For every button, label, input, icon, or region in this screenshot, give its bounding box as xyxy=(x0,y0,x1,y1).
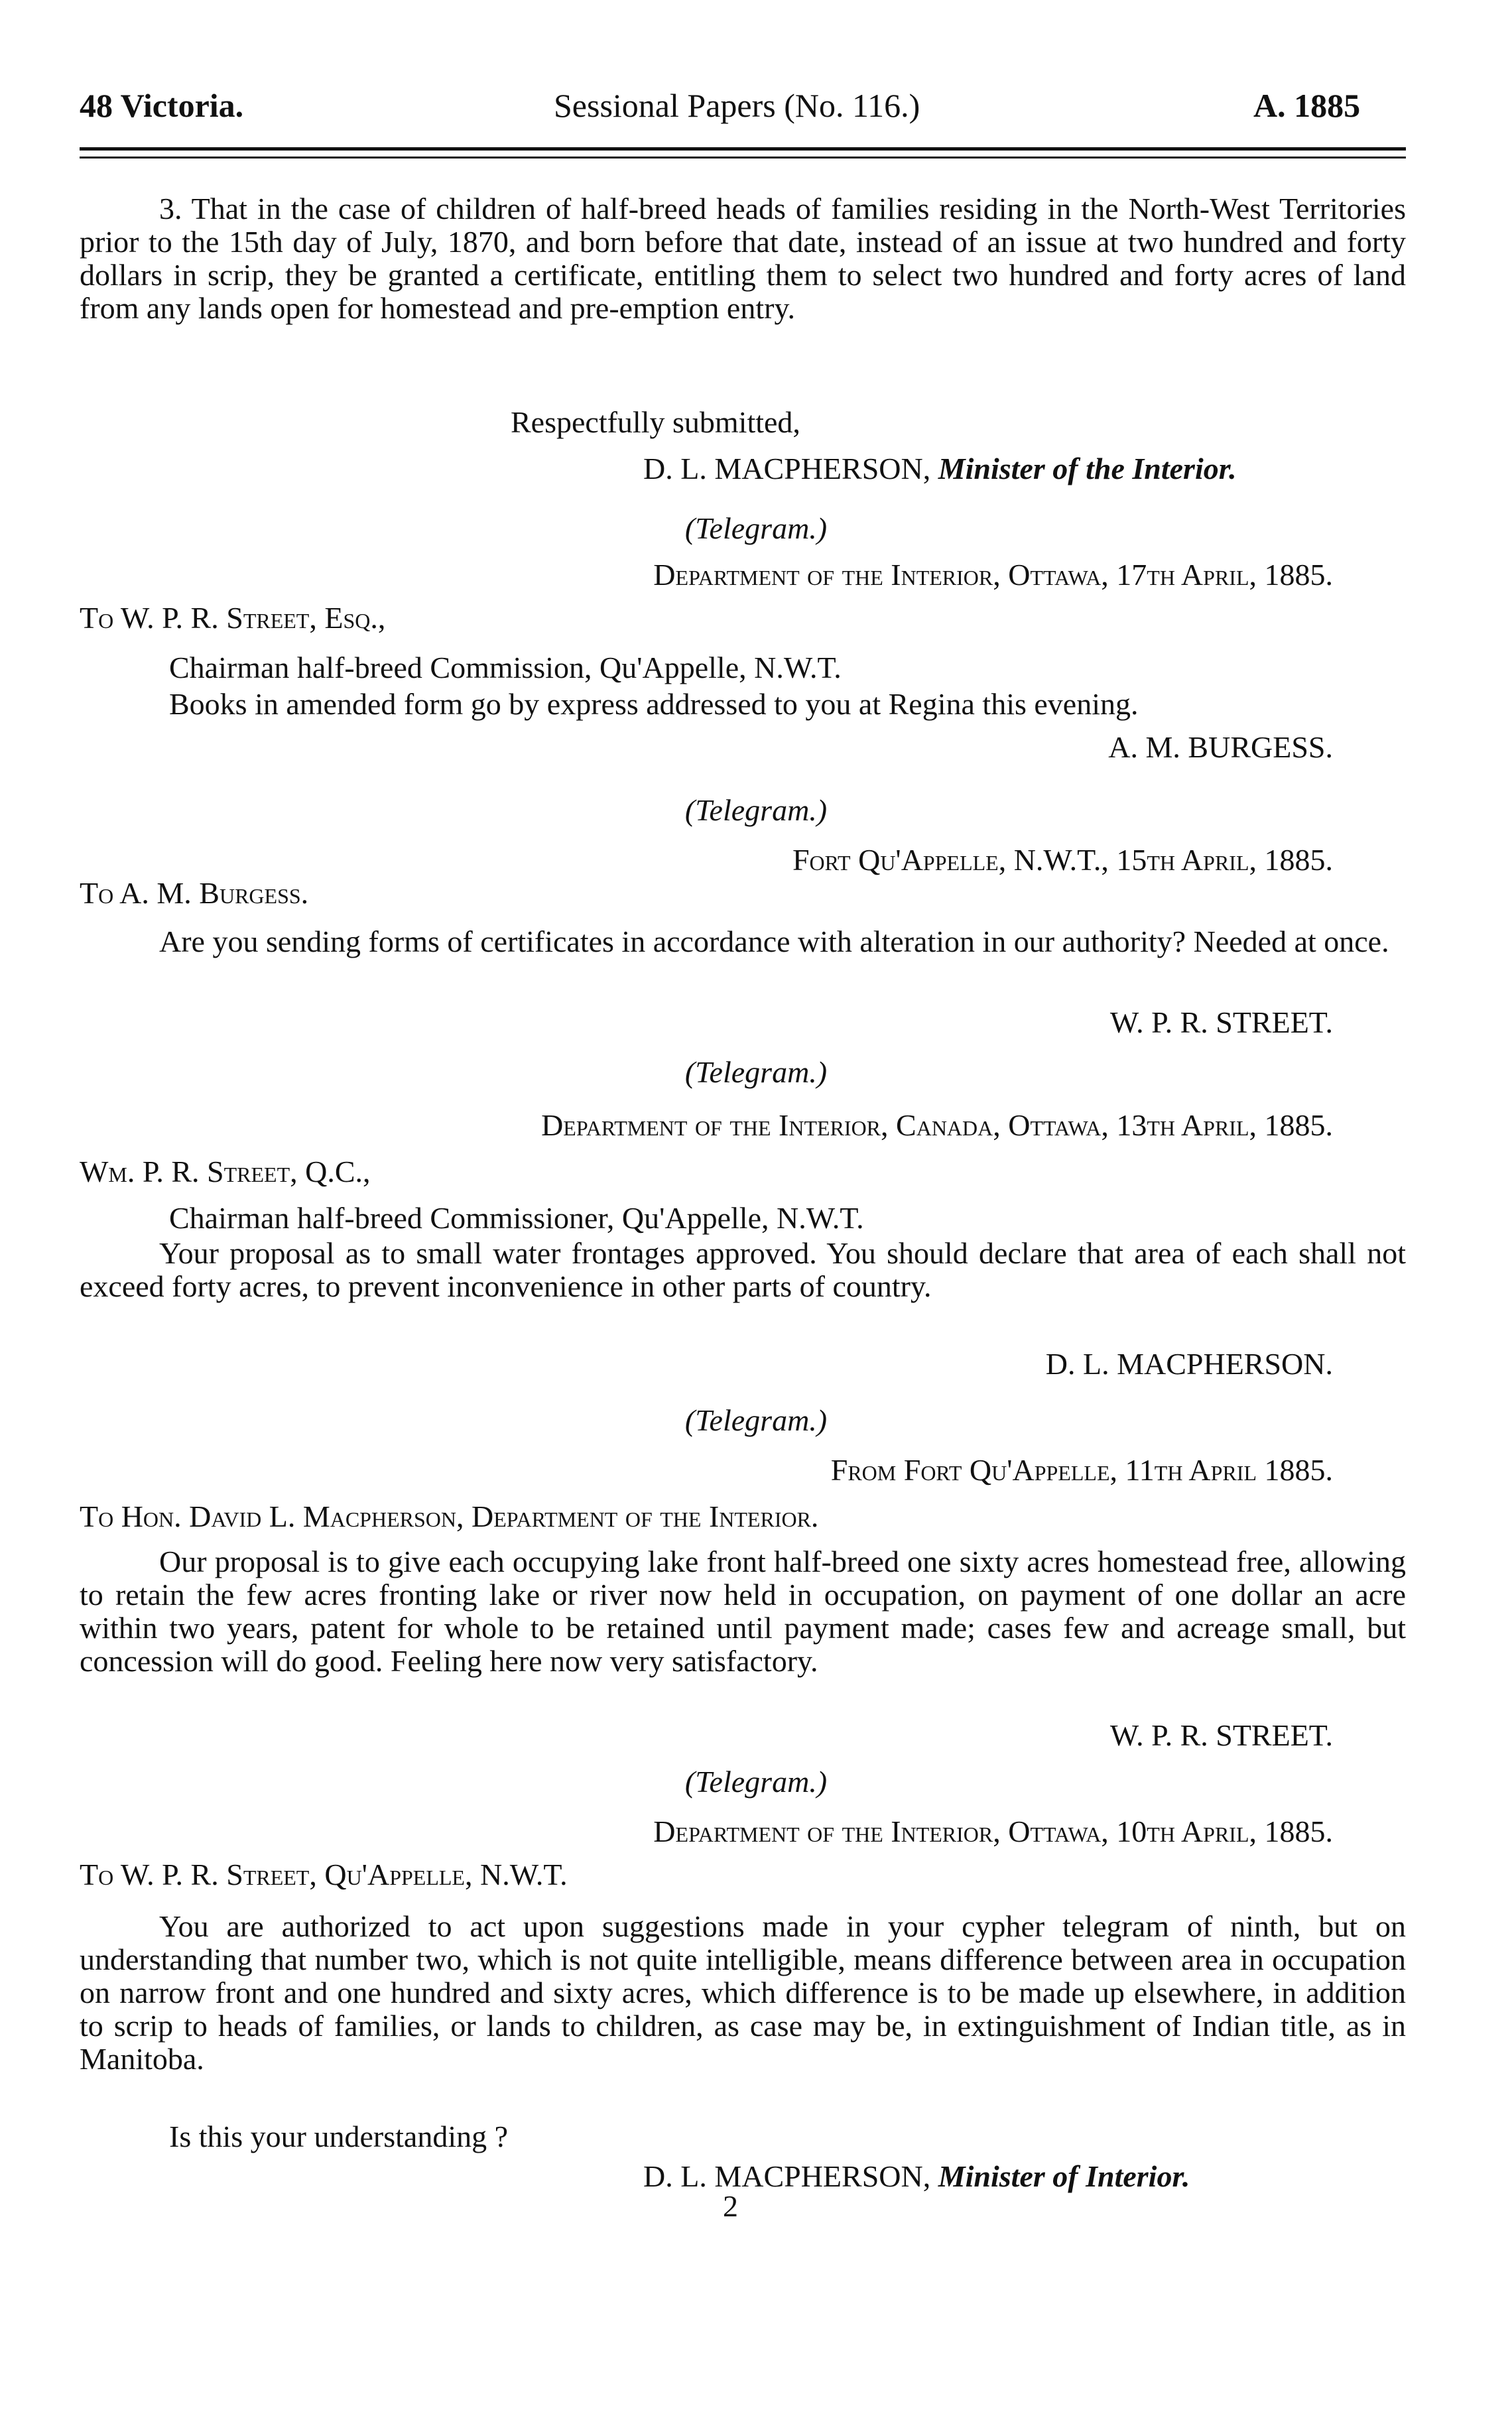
telegram-5-label: (Telegram.) xyxy=(684,1765,828,1799)
telegram-1-recipient: To W. P. R. Street, Esq., xyxy=(80,601,386,635)
telegram-4-label: (Telegram.) xyxy=(684,1403,828,1437)
header-title: Sessional Papers (No. 116.) xyxy=(554,87,920,124)
telegram-4-origin: From Fort Qu'Appelle, 11th April 1885. xyxy=(830,1453,1333,1487)
header-rule-thick xyxy=(80,147,1406,151)
telegram-4-recipient: To Hon. David L. Macpherson, Department of the Interior. xyxy=(80,1499,819,1533)
telegram-2-signer: W. P. R. STREET. xyxy=(1109,1005,1333,1039)
page-number: 2 xyxy=(723,2189,738,2223)
respectfully-submitted: Respectfully submitted, xyxy=(511,405,800,439)
telegram-5-origin: Department of the Interior, Ottawa, 10th April, 1885. xyxy=(653,1814,1333,1848)
section-3-signature xyxy=(643,451,1237,486)
telegram-3-signer: D. L. MACPHERSON. xyxy=(1045,1347,1333,1381)
telegram-1-signer: A. M. BURGESS. xyxy=(1108,730,1333,764)
telegram-1-label: (Telegram.) xyxy=(684,511,828,545)
signer-title: Minister of the Interior. xyxy=(938,452,1237,485)
header-rule-thin xyxy=(80,157,1406,159)
telegram-5-recipient: To W. P. R. Street, Qu'Appelle, N.W.T. xyxy=(80,1858,568,1891)
telegram-1-origin: Department of the Interior, Ottawa, 17th April, 1885. xyxy=(653,558,1333,592)
header-year: A. 1885 xyxy=(1253,87,1361,124)
telegram-5-body: You are authorized to act upon suggestions made in your cypher telegram of ninth, but on understanding that number two, which is not quite intelligible, means difference between area in occupation on narrow front and one hundred and sixty acres, which difference is to be made up elsewhere, in addition to scrip to heads of families, or lands to children, as case may be, in extinguishment of Indian title, as in Manitoba. xyxy=(80,1909,1406,2076)
telegram-2-origin: Fort Qu'Appelle, N.W.T., 15th April, 1885. xyxy=(792,843,1333,877)
telegram-4-signer: W. P. R. STREET. xyxy=(1109,1718,1333,1752)
section-3-paragraph: 3. That in the case of children of half-breed heads of families residing in the North-West Territories prior to the 15th day of July, 1870, and born before that date, instead of an issue at two hundred and forty dollars in scrip, they be granted a certificate, entitling them to select two hundred and forty acres of land from any lands open for homestead and pre-emption entry. xyxy=(80,192,1406,325)
telegram-3-origin: Department of the Interior, Canada, Ottawa, 13th April, 1885. xyxy=(541,1108,1333,1142)
telegram-5-signer-name: D. L. MACPHERSON, xyxy=(643,2159,931,2193)
telegram-2-label: (Telegram.) xyxy=(684,793,828,827)
telegram-5-signer-title: Minister of Interior. xyxy=(938,2159,1190,2193)
telegram-3-label: (Telegram.) xyxy=(684,1055,828,1089)
telegram-2-body: Are you sending forms of certificates in accordance with alteration in our authority? Needed at once. xyxy=(159,924,1389,958)
telegram-4-body: Our proposal is to give each occupying lake front half-breed one sixty acres homestead free, allowing to retain the few acres fronting lake or river now held in occupation, on payment of one dollar an acre within two years, patent for whole to be retained until payment made; cases few and acreage small, but concession will do good. Feeling here now very satisfactory. xyxy=(80,1545,1406,1678)
telegram-2-recipient: To A. M. Burgess. xyxy=(80,876,309,910)
header-volume: 48 Victoria. xyxy=(80,87,244,124)
telegram-3-recipient: Wm. P. R. Street, Q.C., xyxy=(80,1155,371,1188)
telegram-3-recipient-line2: Chairman half-breed Commissioner, Qu'Appelle, N.W.T. xyxy=(169,1201,864,1235)
signer-name: D. L. MACPHERSON, xyxy=(643,452,931,485)
telegram-3-body: Your proposal as to small water frontages approved. You should declare that area of each shall not exceed forty acres, to prevent inconvenience in other parts of country. xyxy=(80,1236,1406,1303)
telegram-1-body: Books in amended form go by express addressed to you at Regina this evening. xyxy=(169,687,1139,721)
telegram-1-recipient-line2: Chairman half-breed Commission, Qu'Appelle, N.W.T. xyxy=(169,651,842,684)
telegram-5-question: Is this your understanding ? xyxy=(169,2120,509,2153)
